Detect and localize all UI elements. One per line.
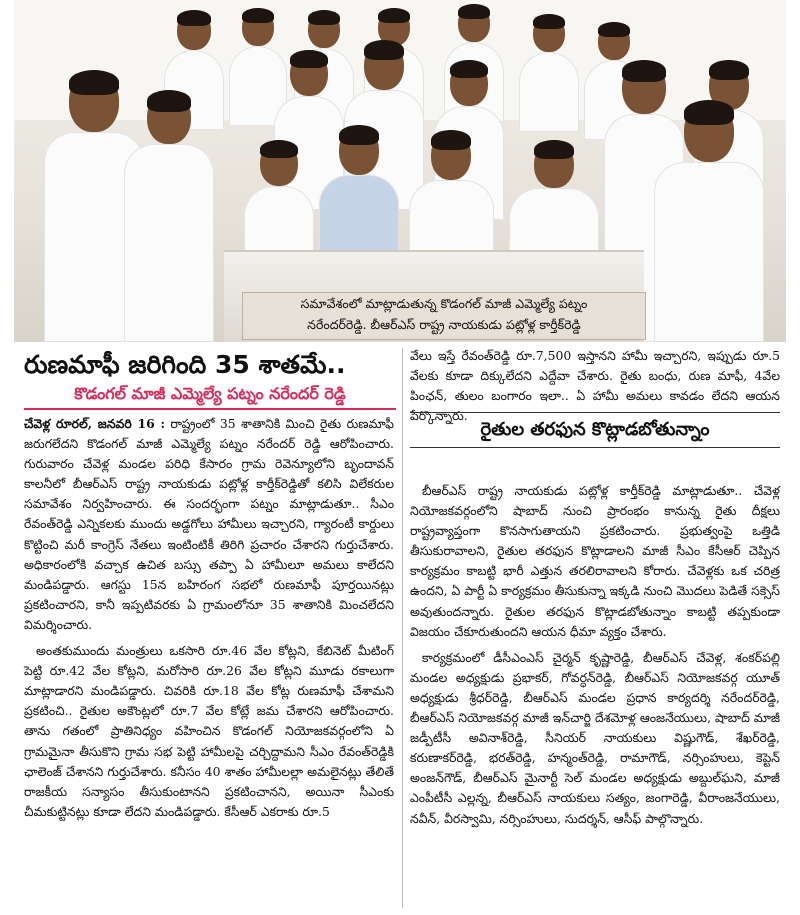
person-figure	[519, 14, 579, 134]
article-paragraph: అంతకుముందు మంత్రులు ఒకసారి రూ.46 వేల కోట్లని, కేబినెట్ మీటింగ్ పెట్టి రూ.42 వేల కోట్లని, మరోసారి రూ.26 వేల కోట్లని మూడు రకాలుగా మాట్లాడారని మండిపడ్డారు. చివరికి రూ.18 వేల కోట్ల రుణమాఫీ చేశామని ప్రకటించి.. రైతుల అకౌంట్లలో రూ.7 వేల కోట్లే జమ చేశారని ఆరోపించారు. తాను గతంలో ప్రాతినిధ్యం వహించిన కొడంగల్ నియోజకవర్గంలోని ఏ గ్రామమైనా తీసుకొని గ్రామ సభ పెట్టి హామీలపై చర్చిద్దామని సీఎం రేవంత్‌రెడ్డికి ఛాలెంజ్ చేశానని గుర్తుచేశారు. కనీసం 40 శాతం హామీలల్లా అమలైనట్లు తేలితే రాజకీయ సన్యాసం తీసుకుంటానని ప్రకటించానని, అయినా సీఎంకు చీమకుట్టినట్లు కూడా లేదని మండిపడ్డారు. కేసీఆర్ ఎకరాకు రూ.5	[24, 643, 394, 819]
article-paragraph: వేలు ఇస్తే రేవంత్‌రెడ్డి రూ.7,500 ఇస్తానని హామీ ఇచ్చారని, ఇప్పుడు రూ.5 వేలకు కూడా దిక్కులేదని ఎద్దేవా చేశారు. రైతు బంధు, రుణ మాఫీ, 4వేల పింఛన్, తులం బంగారం ఇలా.. ఏ హామీ అమలు కావడం లేదని ఆయన పేర్కొన్నారు.	[410, 348, 780, 424]
section-heading: రైతుల తరఫున కొట్లాడబోతున్నాం	[480, 419, 710, 440]
article-headline: రుణమాఫీ జరిగింది 35 శాతమే..	[24, 350, 346, 379]
person-figure	[509, 140, 599, 255]
photo-caption	[242, 292, 646, 340]
person-figure	[654, 100, 764, 342]
dateline: చేవెళ్ల రూరల్, జనవరి 16 :	[24, 416, 166, 431]
column-separator	[402, 348, 403, 908]
article-column-left	[24, 414, 394, 828]
person-figure	[409, 130, 494, 255]
person-figure	[244, 140, 314, 260]
paragraph-text: రాష్ట్రంలో 35 శాతానికి మించి రైతు రుణమాఫీ జరుగలేదని కొడంగల్ మాజీ ఎమ్మెల్యే పట్నం నరేందర్ రెడ్డి ఆరోపించారు. గురువారం చేవెళ్ల మండల పరిధి కేసారం గ్రామ రెవెన్యూలోని బృందావన్ కాలనీలో బీఆర్ఎస్ రాష్ట్ర నాయకుడు పట్లోళ్ల కార్తీక్‌రెడ్డితో కలిసి విలేకరుల సమావేశం నిర్వహించారు. ఈ సందర్భంగా పట్నం మాట్లాడుతూ.. సీఎం రేవంత్‌రెడ్డి ఎన్నికలకు ముందు అడ్డగోలు హామీలు ఇచ్చారని, గ్యారంటీ కార్డులు కొట్టించి మరీ కాంగ్రెస్ నేతలు ఇంటింటికీ తిరిగి ప్రచారం చేశారని గుర్తుచేశారు. అధికారంలోకి వచ్చాక ఉచిత బస్సు తప్పా ఏ హామీలూ అమలు కాలేదని మండిపడ్డారు. ఆగస్టు 15న బహిరంగ సభలో రుణమాఫీ పూర్తయినట్లు ప్రకటించారని, కానీ ఇప్పటివరకు ఏ గ్రామంలోనూ 35 శాతానికి మించలేదని విమర్శించారు.	[24, 416, 394, 632]
caption-line-2: నరేందర్‌రెడ్డి. బీఆర్ఎస్ రాష్ట్ర నాయకుడు పట్లోళ్ల కార్తీక్‌రెడ్డి	[307, 317, 581, 332]
subheadline-underline	[24, 408, 396, 410]
article-column-right-bottom	[410, 481, 780, 835]
article-paragraph: బీఆర్ఎస్ రాష్ట్ర నాయకుడు పట్లోళ్ల కార్తీక్‌రెడ్డి మాట్లాడుతూ.. చేవెళ్ల నియోజకవర్గంలోని షాబాద్ నుంచి ప్రారంభం కానున్న రైతు దీక్షలు రాష్ట్రవ్యాప్తంగా కొనసాగుతాయని ప్రకటించారు. ప్రభుత్వంపై ఒత్తిడి తీసుకురావాలని, రైతుల తరఫున కొట్లాడాలని మాజీ సీఎం కేసీఆర్ చెప్పిన కార్యక్రమం కాబట్టి భారీ ఎత్తున తరలిరావాలని కోరారు. చేవెళ్లకు ఒక చరిత్ర ఉందని, ఏ పార్టీ ఏ కార్యక్రమం తీసుకున్నా ఇక్కడి నుంచి మొదలు పెడితే సక్సెస్ అవుతుందన్నారు. రైతుల తరఫున కొట్లాడబోతున్నాం కాబట్టి తప్పకుండా విజయం చేకూరుతుందని ఆయన ధీమా వ్యక్తం చేశారు.	[410, 483, 780, 639]
person-figure	[124, 90, 214, 342]
article-subheadline: కొడంగల్ మాజీ ఎమ్మెల్యే పట్నం నరేందర్ రెడ్డి	[74, 384, 346, 403]
caption-line-1: సమావేశంలో మాట్లాడుతున్న కొడంగల్ మాజీ ఎమ్మెల్యే పట్నం	[300, 296, 588, 311]
news-photo	[14, 0, 786, 342]
article-paragraph: కార్యక్రమంలో డీసీఎంఎస్ చైర్మన్ కృష్ణారెడ్డి, బీఆర్ఎస్ చేవెళ్ల, శంకర్‌పల్లి మండల అధ్యక్షుడు ప్రభాకర్, గోవర్ధన్‌రెడ్డి, బీఆర్ఎస్ నియోజకవర్గ యూత్ అధ్యక్షుడు శ్రీధర్‌రెడ్డి, బీఆర్ఎస్ మండల ప్రధాన కార్యదర్శి నరేందర్‌రెడ్డి, బీఆర్ఎస్ నియోజకవర్గ మాజీ ఇన్‌చార్జి దేశమోళ్ల ఆంజనేయులు, షాబాద్ మాజీ జడ్పీటీసీ అవినాశ్‌రెడ్డి, సీనియర్ నాయకులు విష్ణుగౌడ్, శేఖర్‌రెడ్డి, కరుణాకర్‌రెడ్డి, భరత్‌రెడ్డి, హన్మంత్‌రెడ్డి, రామాగౌడ్, నర్సింహులు, కెప్టెన్ అంజన్‌గౌడ్, బీఆర్ఎస్ మైనార్టీ సెల్ మండల అధ్యక్షుడు అబ్దుల్‌ఘని, మాజీ ఎంపీటీసీ ఎల్లన్న, బీఆర్ఎస్ నాయకులు సత్యం, జంగారెడ్డి, వీరాంజనేయులు, నవీన్, వీరస్వామి, నర్సింహులు, సుదర్శన్, ఆసీఫ్ పాల్గొన్నారు.	[410, 649, 780, 826]
article-paragraph	[24, 414, 394, 635]
person-figure	[319, 125, 399, 255]
section-heading-box	[410, 412, 780, 448]
